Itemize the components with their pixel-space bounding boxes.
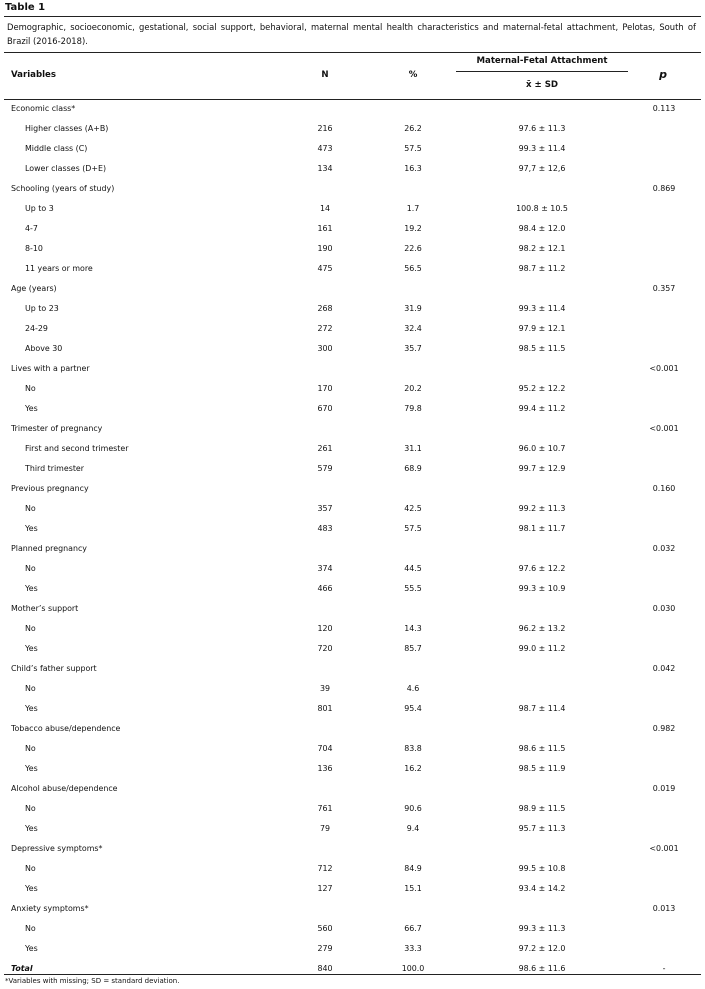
cell-mean-sd: 98.7 ± 11.2	[518, 264, 566, 273]
table-row	[0, 560, 705, 580]
cell-mean-sd: 99.2 ± 11.3	[518, 504, 566, 513]
cell-variable: Yes	[25, 824, 38, 833]
cell-variable: 11 years or more	[25, 264, 93, 273]
cell-n: 560	[317, 924, 333, 933]
footnote: *Variables with missing; SD = standard deviation.	[5, 977, 180, 985]
cell-n: 170	[317, 384, 333, 393]
table-row	[0, 200, 705, 220]
cell-variable: Yes	[25, 524, 38, 533]
header-variables: Variables	[11, 70, 57, 80]
cell-n: 466	[317, 584, 333, 593]
cell-n: 261	[317, 444, 333, 453]
cell-percent: 90.6	[404, 804, 422, 813]
cell-variable: 4-7	[25, 224, 38, 233]
cell-percent: 33.3	[404, 944, 422, 953]
cell-n: 134	[317, 164, 333, 173]
cell-percent: 16.2	[404, 764, 422, 773]
table-row	[0, 800, 705, 820]
cell-mean-sd: 99.3 ± 11.3	[518, 924, 566, 933]
cell-variable: No	[25, 504, 36, 513]
cell-variable: Yes	[25, 584, 38, 593]
cell-p-value: 0.030	[652, 604, 676, 613]
header-maternal-fetal-attachment: Maternal-Fetal Attachment	[476, 56, 608, 66]
cell-mean-sd: 98.1 ± 11.7	[518, 524, 566, 533]
header-p-value: p	[659, 68, 667, 81]
cell-percent: 26.2	[404, 124, 422, 133]
cell-variable: Alcohol abuse/dependence	[11, 784, 118, 793]
cell-variable: Yes	[25, 764, 38, 773]
table-row	[0, 880, 705, 900]
cell-mean-sd: 98.6 ± 11.6	[518, 964, 566, 973]
cell-n: 79	[319, 824, 331, 833]
table-row	[0, 320, 705, 340]
cell-p-value: 0.113	[652, 104, 676, 113]
cell-variable: Total	[11, 964, 33, 973]
group-row	[0, 100, 705, 120]
cell-mean-sd: 93.4 ± 14.2	[518, 884, 566, 893]
cell-variable: Yes	[25, 644, 38, 653]
cell-n: 801	[317, 704, 333, 713]
cell-variable: 24-29	[25, 324, 48, 333]
cell-variable: Yes	[25, 404, 38, 413]
table-row	[0, 400, 705, 420]
table-row	[0, 140, 705, 160]
cell-mean-sd: 99.3 ± 11.4	[518, 144, 566, 153]
table-row	[0, 920, 705, 940]
cell-mean-sd: 100.8 ± 10.5	[516, 204, 568, 213]
cell-mean-sd: 99.3 ± 10.9	[518, 584, 566, 593]
table-row	[0, 340, 705, 360]
cell-percent: 57.5	[404, 144, 422, 153]
header-mean-sd: x̄ ± SD	[525, 80, 559, 90]
group-row	[0, 600, 705, 620]
cell-mean-sd: 98.5 ± 11.9	[518, 764, 566, 773]
cell-n: 14	[319, 204, 331, 213]
cell-percent: 84.9	[404, 864, 422, 873]
cell-mean-sd: 97,7 ± 12,6	[518, 164, 566, 173]
cell-percent: 31.1	[404, 444, 422, 453]
table-row	[0, 820, 705, 840]
cell-percent: 68.9	[404, 464, 422, 473]
cell-percent: 44.5	[404, 564, 422, 573]
cell-variable: 8-10	[25, 244, 43, 253]
cell-percent: 20.2	[404, 384, 422, 393]
table-row	[0, 240, 705, 260]
cell-variable: No	[25, 564, 36, 573]
table-row	[0, 620, 705, 640]
cell-n: 670	[317, 404, 333, 413]
cell-percent: 85.7	[404, 644, 422, 653]
cell-percent: 35.7	[404, 344, 422, 353]
cell-p-value: 0.357	[652, 284, 676, 293]
cell-p-value: 0.032	[652, 544, 676, 553]
group-row	[0, 720, 705, 740]
cell-n: 161	[317, 224, 333, 233]
group-row	[0, 900, 705, 920]
cell-variable: No	[25, 744, 36, 753]
cell-percent: 22.6	[404, 244, 422, 253]
cell-percent: 100.0	[401, 964, 425, 973]
cell-variable: No	[25, 384, 36, 393]
cell-percent: 14.3	[404, 624, 422, 633]
table-label: Table 1	[5, 2, 46, 13]
table-row	[0, 460, 705, 480]
cell-n: 475	[317, 264, 333, 273]
cell-variable: Tobacco abuse/dependence	[11, 724, 121, 733]
cell-p-value: <0.001	[649, 844, 679, 853]
header-rule-top	[4, 52, 701, 53]
cell-mean-sd: 96.0 ± 10.7	[518, 444, 566, 453]
cell-variable: Lower classes (D+E)	[25, 164, 107, 173]
cell-variable: Yes	[25, 884, 38, 893]
cell-variable: No	[25, 804, 36, 813]
top-rule	[4, 16, 701, 17]
cell-p-value: 0.982	[652, 724, 676, 733]
cell-variable: Depressive symptoms*	[11, 844, 103, 853]
mfa-header-rule	[456, 71, 628, 72]
table-row	[0, 160, 705, 180]
cell-n: 761	[317, 804, 333, 813]
cell-variable: Schooling (years of study)	[11, 184, 115, 193]
cell-variable: Age (years)	[11, 284, 57, 293]
table-row	[0, 760, 705, 780]
cell-variable: No	[25, 624, 36, 633]
cell-mean-sd: 99.3 ± 11.4	[518, 304, 566, 313]
table-row	[0, 640, 705, 660]
cell-n: 483	[317, 524, 333, 533]
cell-p-value: 0.160	[652, 484, 676, 493]
table-row	[0, 500, 705, 520]
table-row	[0, 520, 705, 540]
cell-n: 840	[317, 964, 333, 973]
cell-mean-sd: 99.5 ± 10.8	[518, 864, 566, 873]
cell-p-value: 0.013	[652, 904, 676, 913]
cell-percent: 4.6	[406, 684, 420, 693]
cell-percent: 15.1	[404, 884, 422, 893]
cell-n: 473	[317, 144, 333, 153]
cell-mean-sd: 99.0 ± 11.2	[518, 644, 566, 653]
cell-mean-sd: 98.7 ± 11.4	[518, 704, 566, 713]
cell-mean-sd: 95.7 ± 11.3	[518, 824, 566, 833]
group-row	[0, 420, 705, 440]
cell-variable: Above 30	[25, 344, 63, 353]
cell-mean-sd: 97.6 ± 12.2	[518, 564, 566, 573]
cell-n: 268	[317, 304, 333, 313]
cell-mean-sd: 97.9 ± 12.1	[518, 324, 566, 333]
cell-percent: 31.9	[404, 304, 422, 313]
cell-percent: 55.5	[404, 584, 422, 593]
cell-variable: No	[25, 924, 36, 933]
cell-mean-sd: 99.7 ± 12.9	[518, 464, 566, 473]
cell-n: 357	[317, 504, 333, 513]
cell-n: 704	[317, 744, 333, 753]
table-row	[0, 580, 705, 600]
group-row	[0, 780, 705, 800]
cell-percent: 57.5	[404, 524, 422, 533]
cell-variable: Yes	[25, 944, 38, 953]
cell-variable: Planned pregnancy	[11, 544, 87, 553]
group-row	[0, 540, 705, 560]
cell-mean-sd: 98.2 ± 12.1	[518, 244, 566, 253]
cell-p-value: -	[662, 964, 666, 973]
cell-percent: 32.4	[404, 324, 422, 333]
cell-variable: Middle class (C)	[25, 144, 88, 153]
cell-variable: Yes	[25, 704, 38, 713]
cell-percent: 9.4	[406, 824, 420, 833]
cell-mean-sd: 95.2 ± 12.2	[518, 384, 566, 393]
group-row	[0, 360, 705, 380]
cell-variable: Child’s father support	[11, 664, 97, 673]
table-row	[0, 740, 705, 760]
cell-variable: Third trimester	[25, 464, 85, 473]
table-body	[0, 100, 705, 980]
group-row	[0, 840, 705, 860]
cell-mean-sd: 98.6 ± 11.5	[518, 744, 566, 753]
table-row	[0, 120, 705, 140]
cell-variable: Economic class*	[11, 104, 76, 113]
cell-mean-sd: 99.4 ± 11.2	[518, 404, 566, 413]
cell-percent: 16.3	[404, 164, 422, 173]
cell-percent: 79.8	[404, 404, 422, 413]
bottom-rule	[4, 974, 701, 975]
cell-percent: 56.5	[404, 264, 422, 273]
table-row	[0, 220, 705, 240]
cell-p-value: <0.001	[649, 364, 679, 373]
table-row	[0, 260, 705, 280]
cell-variable: Trimester of pregnancy	[11, 424, 103, 433]
cell-variable: Up to 23	[25, 304, 59, 313]
cell-n: 39	[319, 684, 331, 693]
cell-percent: 42.5	[404, 504, 422, 513]
cell-mean-sd: 98.4 ± 12.0	[518, 224, 566, 233]
group-row	[0, 660, 705, 680]
cell-variable: Mother’s support	[11, 604, 79, 613]
table-row	[0, 680, 705, 700]
cell-n: 374	[317, 564, 333, 573]
table-row	[0, 940, 705, 960]
cell-variable: Previous pregnancy	[11, 484, 89, 493]
cell-p-value: 0.042	[652, 664, 676, 673]
cell-n: 120	[317, 624, 333, 633]
cell-n: 136	[317, 764, 333, 773]
cell-p-value: 0.019	[652, 784, 676, 793]
table-caption: Demographic, socioeconomic, gestational, social support, behavioral, maternal mental health characteristics and maternal-fetal attachment, Pelotas, South of Brazil (2016-2018).	[7, 22, 696, 46]
cell-n: 190	[317, 244, 333, 253]
group-row	[0, 480, 705, 500]
cell-n: 127	[317, 884, 333, 893]
header-n: N	[321, 70, 329, 80]
cell-mean-sd: 97.2 ± 12.0	[518, 944, 566, 953]
cell-percent: 83.8	[404, 744, 422, 753]
cell-variable: Higher classes (A+B)	[25, 124, 109, 133]
cell-variable: Anxiety symptoms*	[11, 904, 89, 913]
cell-n: 272	[317, 324, 333, 333]
cell-mean-sd: 97.6 ± 11.3	[518, 124, 566, 133]
table-row	[0, 860, 705, 880]
cell-mean-sd: 98.5 ± 11.5	[518, 344, 566, 353]
cell-percent: 66.7	[404, 924, 422, 933]
cell-variable: No	[25, 684, 36, 693]
cell-variable: No	[25, 864, 36, 873]
group-row	[0, 180, 705, 200]
cell-n: 216	[317, 124, 333, 133]
group-row	[0, 280, 705, 300]
cell-n: 300	[317, 344, 333, 353]
table-row	[0, 440, 705, 460]
table-row	[0, 380, 705, 400]
cell-variable: Lives with a partner	[11, 364, 90, 373]
cell-variable: First and second trimester	[25, 444, 129, 453]
cell-n: 279	[317, 944, 333, 953]
cell-n: 712	[317, 864, 333, 873]
header-percent: %	[408, 70, 418, 80]
table-row	[0, 700, 705, 720]
table-row	[0, 300, 705, 320]
cell-percent: 95.4	[404, 704, 422, 713]
cell-percent: 1.7	[406, 204, 420, 213]
cell-p-value: <0.001	[649, 424, 679, 433]
cell-p-value: 0.869	[652, 184, 676, 193]
cell-percent: 19.2	[404, 224, 422, 233]
cell-n: 579	[317, 464, 333, 473]
cell-mean-sd: 98.9 ± 11.5	[518, 804, 566, 813]
cell-variable: Up to 3	[25, 204, 54, 213]
cell-mean-sd: 96.2 ± 13.2	[518, 624, 566, 633]
cell-n: 720	[317, 644, 333, 653]
